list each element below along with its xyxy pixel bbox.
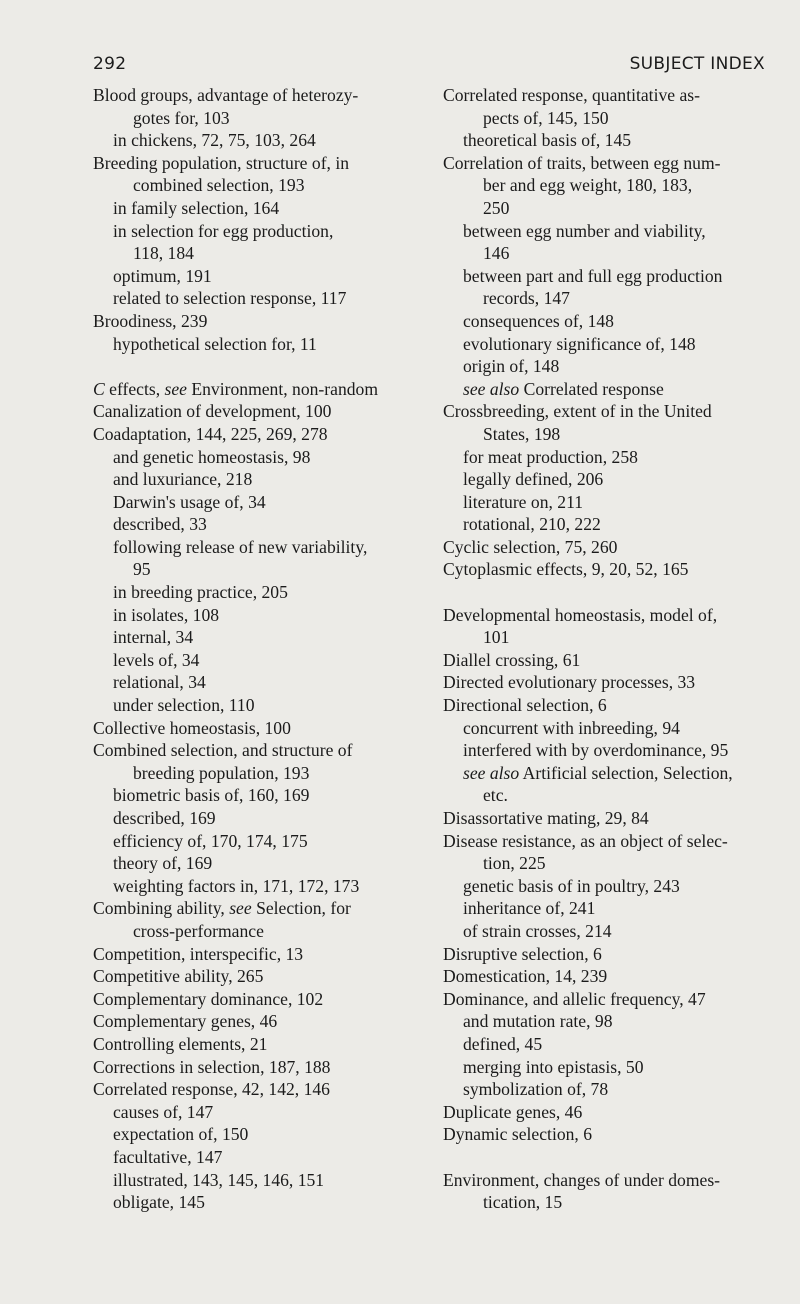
entry-text: efficiency of, 170, 174, 175 — [113, 830, 308, 851]
entry-text: combined selection, 193 — [133, 175, 305, 196]
index-subentry — [443, 875, 773, 898]
entry-text: described, 33 — [113, 514, 207, 535]
index-subentry — [443, 378, 773, 401]
index-subentry — [93, 852, 423, 875]
entry-text: Complementary dominance, 102 — [93, 988, 324, 1009]
entry-text: 250 — [483, 197, 510, 218]
entry-text: 146 — [483, 243, 510, 264]
entry-text: Canalization of development, 100 — [93, 401, 332, 422]
entry-text: Complementary genes, 46 — [93, 1011, 278, 1032]
entry-text: Domestication, 14, 239 — [443, 966, 608, 987]
index-entry-continuation — [93, 920, 423, 943]
entry-text: Combining ability, — [93, 898, 230, 919]
index-entry — [93, 1033, 423, 1056]
index-subentry — [443, 739, 773, 762]
entry-text: Cytoplasmic effects, 9, 20, 52, 165 — [443, 559, 689, 580]
entry-text: Directional selection, 6 — [443, 695, 607, 716]
index-entry-continuation — [93, 558, 423, 581]
entry-text: pects of, 145, 150 — [483, 107, 609, 128]
entry-text: under selection, 110 — [113, 695, 255, 716]
index-entry — [93, 152, 423, 175]
entry-text: defined, 45 — [463, 1033, 543, 1054]
index-entry-continuation — [443, 242, 773, 265]
cross-reference-term: see also — [463, 762, 520, 783]
entry-text: optimum, 191 — [113, 265, 212, 286]
index-entry-continuation — [443, 197, 773, 220]
entry-text: weighting factors in, 171, 172, 173 — [113, 875, 360, 896]
entry-text: interfered with by overdominance, 95 — [463, 740, 729, 761]
index-column-right — [443, 84, 773, 1214]
index-subentry — [93, 265, 423, 288]
index-entry-continuation — [443, 852, 773, 875]
index-subentry — [93, 671, 423, 694]
index-subentry — [93, 197, 423, 220]
letter-group-gap — [443, 1146, 773, 1169]
entry-text: between part and full egg production — [463, 265, 723, 286]
index-subentry — [93, 1191, 423, 1214]
entry-text: Broodiness, 239 — [93, 310, 208, 331]
entry-text: 118, 184 — [133, 243, 194, 264]
index-entry — [93, 423, 423, 446]
index-subentry — [93, 830, 423, 853]
entry-text: evolutionary significance of, 148 — [463, 333, 696, 354]
index-subentry — [443, 1078, 773, 1101]
index-entry — [93, 378, 423, 401]
index-subentry — [93, 694, 423, 717]
entry-text: symbolization of, 78 — [463, 1079, 609, 1100]
index-subentry — [93, 287, 423, 310]
index-column-left — [93, 84, 423, 1214]
entry-text: and luxuriance, 218 — [113, 469, 253, 490]
index-entry — [443, 671, 773, 694]
index-subentry — [93, 1101, 423, 1124]
entry-text: expectation of, 150 — [113, 1124, 249, 1145]
entry-text: States, 198 — [483, 423, 561, 444]
entry-text: Competitive ability, 265 — [93, 966, 264, 987]
index-entry — [93, 943, 423, 966]
index-subentry — [443, 129, 773, 152]
cross-reference-term: see — [164, 378, 187, 399]
index-entry — [93, 988, 423, 1011]
entry-text: in family selection, 164 — [113, 197, 280, 218]
entry-text: in selection for egg production, — [113, 220, 334, 241]
entry-text: gotes for, 103 — [133, 107, 230, 128]
entry-text: illustrated, 143, 145, 146, 151 — [113, 1169, 325, 1190]
index-subentry — [93, 604, 423, 627]
index-subentry — [93, 784, 423, 807]
index-subentry — [443, 920, 773, 943]
entry-text: Dynamic selection, 6 — [443, 1124, 593, 1145]
index-entry — [443, 830, 773, 853]
index-subentry — [93, 1146, 423, 1169]
cross-reference-term: see also — [463, 378, 520, 399]
entry-text: obligate, 145 — [113, 1192, 205, 1213]
index-entry-continuation — [443, 107, 773, 130]
entry-text: literature on, 211 — [463, 491, 584, 512]
entry-text: Collective homeostasis, 100 — [93, 717, 291, 738]
index-entry — [443, 807, 773, 830]
index-entry-continuation — [93, 762, 423, 785]
index-entry — [443, 1101, 773, 1124]
entry-text: merging into epistasis, 50 — [463, 1056, 644, 1077]
entry-text: Disease resistance, as an object of selec- — [443, 830, 728, 851]
entry-text: Combined selection, and structure of — [93, 740, 353, 761]
entry-text: in isolates, 108 — [113, 604, 220, 625]
entry-text: 101 — [483, 627, 510, 648]
entry-text: legally defined, 206 — [463, 469, 604, 490]
index-subentry — [93, 446, 423, 469]
entry-text: described, 169 — [113, 808, 216, 828]
entry-text: tion, 225 — [483, 853, 546, 874]
index-subentry — [93, 129, 423, 152]
index-entry-continuation — [93, 174, 423, 197]
entry-text: and genetic homeostasis, 98 — [113, 446, 311, 467]
entry-text: breeding population, 193 — [133, 762, 310, 783]
index-entry — [443, 649, 773, 672]
index-entry — [443, 943, 773, 966]
entry-text: between egg number and viability, — [463, 220, 706, 241]
entry-text: Controlling elements, 21 — [93, 1033, 268, 1054]
entry-text: Correlated response, 42, 142, 146 — [93, 1079, 330, 1100]
entry-text: in chickens, 72, 75, 103, 264 — [113, 130, 316, 151]
index-entry — [443, 965, 773, 988]
entry-text: causes of, 147 — [113, 1101, 214, 1122]
index-subentry — [93, 807, 423, 830]
entry-text: effects, — [104, 378, 165, 399]
index-entry — [93, 897, 423, 920]
index-entry — [93, 1010, 423, 1033]
entry-text: Dominance, and allelic frequency, 47 — [443, 988, 706, 1009]
index-entry — [443, 1123, 773, 1146]
entry-text: Darwin's usage of, 34 — [113, 491, 266, 512]
running-title: SUBJECT INDEX — [629, 54, 765, 74]
index-subentry — [443, 265, 773, 288]
index-entry-continuation — [93, 242, 423, 265]
index-subentry — [93, 333, 423, 356]
page-number: 292 — [93, 54, 127, 74]
entry-text: Correlated response, quantitative as- — [443, 85, 700, 105]
entry-text: for meat production, 258 — [463, 446, 638, 467]
entry-text: Diallel crossing, 61 — [443, 649, 581, 670]
index-subentry — [443, 446, 773, 469]
index-subentry — [443, 1010, 773, 1033]
entry-text: 95 — [133, 559, 151, 580]
index-subentry — [443, 355, 773, 378]
index-subentry — [443, 1056, 773, 1079]
index-entry — [93, 965, 423, 988]
index-entry — [443, 1169, 773, 1192]
entry-text: concurrent with inbreeding, 94 — [463, 717, 680, 738]
index-subentry — [443, 468, 773, 491]
entry-text: consequences of, 148 — [463, 310, 614, 331]
entry-text: tication, 15 — [483, 1192, 563, 1213]
index-subentry — [443, 333, 773, 356]
index-subentry — [93, 1169, 423, 1192]
entry-text: facultative, 147 — [113, 1146, 223, 1167]
entry-text: cross-performance — [133, 920, 264, 941]
index-entry — [443, 84, 773, 107]
index-entry — [93, 1078, 423, 1101]
entry-text: hypothetical selection for, 11 — [113, 333, 317, 354]
index-entry — [443, 558, 773, 581]
index-entry — [93, 400, 423, 423]
entry-text: levels of, 34 — [113, 649, 200, 670]
entry-text: rotational, 210, 222 — [463, 514, 601, 535]
index-subentry — [93, 649, 423, 672]
entry-text: relational, 34 — [113, 672, 206, 693]
index-entry-continuation — [443, 784, 773, 807]
index-subentry — [93, 513, 423, 536]
entry-text: Competition, interspecific, 13 — [93, 943, 304, 964]
index-subentry — [443, 513, 773, 536]
entry-text: Disruptive selection, 6 — [443, 943, 602, 964]
index-entry — [93, 310, 423, 333]
index-entry — [93, 717, 423, 740]
index-entry-continuation — [443, 626, 773, 649]
entry-text: theoretical basis of, 145 — [463, 130, 632, 151]
cross-reference-term: C — [93, 378, 105, 399]
entry-text: Cyclic selection, 75, 260 — [443, 536, 618, 557]
index-subentry — [443, 1033, 773, 1056]
entry-text: ber and egg weight, 180, 183, — [483, 175, 693, 196]
index-subentry — [443, 310, 773, 333]
index-entry — [443, 694, 773, 717]
entry-text: related to selection response, 117 — [113, 288, 347, 309]
index-entry-continuation — [443, 423, 773, 446]
index-entry — [93, 739, 423, 762]
index-subentry — [443, 220, 773, 243]
index-entry — [443, 604, 773, 627]
index-subentry — [93, 1123, 423, 1146]
letter-group-gap — [443, 581, 773, 604]
index-entry — [93, 1056, 423, 1079]
entry-text: internal, 34 — [113, 627, 194, 648]
entry-text: and mutation rate, 98 — [463, 1011, 613, 1032]
index-subentry — [93, 626, 423, 649]
entry-text: Crossbreeding, extent of in the United — [443, 401, 712, 422]
entry-text: records, 147 — [483, 288, 570, 309]
letter-group-gap — [93, 355, 423, 378]
entry-text: Correlated response — [519, 378, 664, 399]
entry-text: Blood groups, advantage of heterozy- — [93, 85, 359, 105]
entry-text: in breeding practice, 205 — [113, 582, 288, 603]
index-entry-continuation — [443, 287, 773, 310]
entry-text: of strain crosses, 214 — [463, 920, 612, 941]
entry-text: Correlation of traits, between egg num- — [443, 152, 721, 173]
index-subentry — [443, 762, 773, 785]
index-entry — [443, 536, 773, 559]
entry-text: etc. — [483, 785, 508, 806]
entry-text: inheritance of, 241 — [463, 898, 596, 919]
index-entry — [443, 988, 773, 1011]
entry-text: origin of, 148 — [463, 356, 560, 377]
entry-text: Duplicate genes, 46 — [443, 1101, 583, 1122]
entry-text: Selection, for — [251, 898, 351, 919]
entry-text: Breeding population, structure of, in — [93, 152, 350, 173]
entry-text: biometric basis of, 160, 169 — [113, 785, 310, 806]
index-entry — [443, 152, 773, 175]
entry-text: Corrections in selection, 187, 188 — [93, 1056, 331, 1077]
index-subentry — [93, 875, 423, 898]
entry-text: genetic basis of in poultry, 243 — [463, 875, 680, 896]
entry-text: Disassortative mating, 29, 84 — [443, 808, 649, 828]
entry-text: Directed evolutionary processes, 33 — [443, 672, 696, 693]
entry-text: Coadaptation, 144, 225, 269, 278 — [93, 423, 328, 444]
index-entry — [443, 400, 773, 423]
entry-text: Developmental homeostasis, model of, — [443, 604, 718, 625]
entry-text: theory of, 169 — [113, 853, 213, 874]
index-subentry — [443, 717, 773, 740]
index-subentry — [93, 468, 423, 491]
index-entry-continuation — [443, 174, 773, 197]
page-header — [93, 54, 765, 82]
index-entry-continuation — [93, 107, 423, 130]
index-subentry — [93, 491, 423, 514]
entry-text: Environment, changes of under domes- — [443, 1169, 721, 1190]
entry-text: following release of new variability, — [113, 536, 368, 557]
entry-text: Environment, non-random — [186, 378, 379, 399]
index-subentry — [93, 581, 423, 604]
index-subentry — [93, 220, 423, 243]
entry-text: Artificial selection, Selection, — [519, 762, 733, 783]
index-subentry — [443, 491, 773, 514]
index-entry — [93, 84, 423, 107]
cross-reference-term: see — [229, 898, 252, 919]
index-entry-continuation — [443, 1191, 773, 1214]
index-subentry — [443, 897, 773, 920]
index-subentry — [93, 536, 423, 559]
